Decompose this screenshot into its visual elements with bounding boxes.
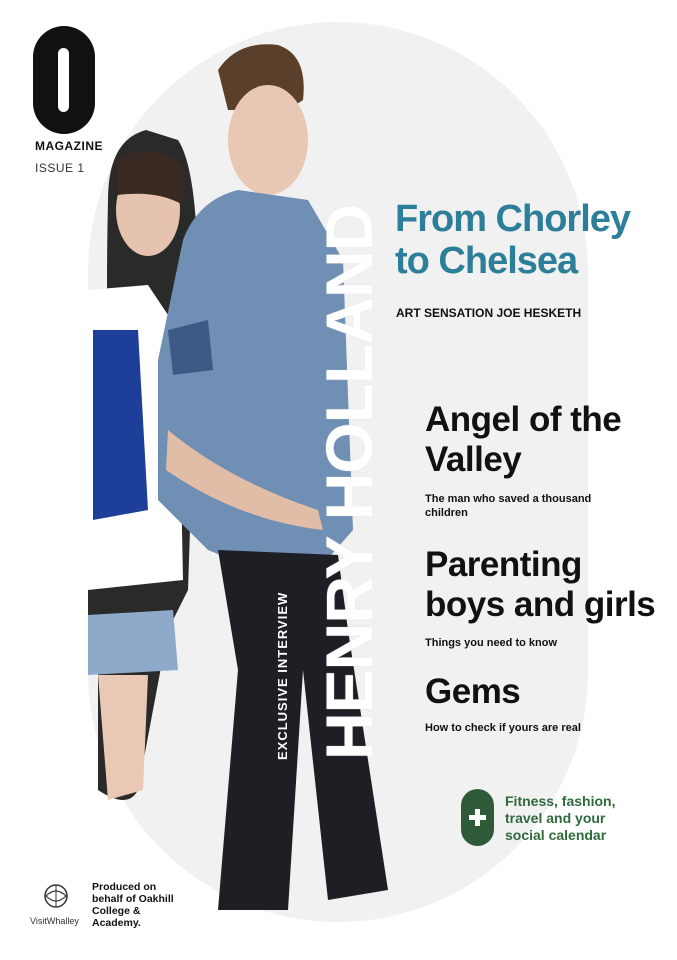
exclusive-label: EXCLUSIVE INTERVIEW: [275, 591, 290, 760]
subhead-parenting: Things you need to know: [425, 637, 557, 649]
logo-o: [33, 26, 95, 134]
masthead-magazine: MAGAZINE: [35, 139, 103, 153]
produced-by-text: Produced on behalf of Oakhill College & Academy.: [92, 881, 174, 929]
subhead-gems: How to check if yours are real: [425, 722, 581, 734]
headline-chorley: From Chorley to Chelsea: [395, 198, 631, 282]
issue-number: ISSUE 1: [35, 161, 85, 175]
cover-name: HENRY HOLLAND: [312, 204, 386, 760]
plus-icon: [461, 789, 494, 846]
headline-angel: Angel of the Valley: [425, 400, 622, 479]
visitwhalley-logo-text: VisitWhalley: [30, 916, 79, 926]
visitwhalley-logo-icon: [36, 882, 76, 912]
headline-parenting: Parenting boys and girls: [425, 545, 656, 624]
headline-gems: Gems: [425, 672, 521, 711]
subhead-angel: The man who saved a thousand children: [425, 493, 592, 519]
plus-feature-text: Fitness, fashion, travel and your social calendar: [505, 793, 616, 843]
subhead-chorley: ART SENSATION JOE HESKETH: [396, 306, 582, 320]
